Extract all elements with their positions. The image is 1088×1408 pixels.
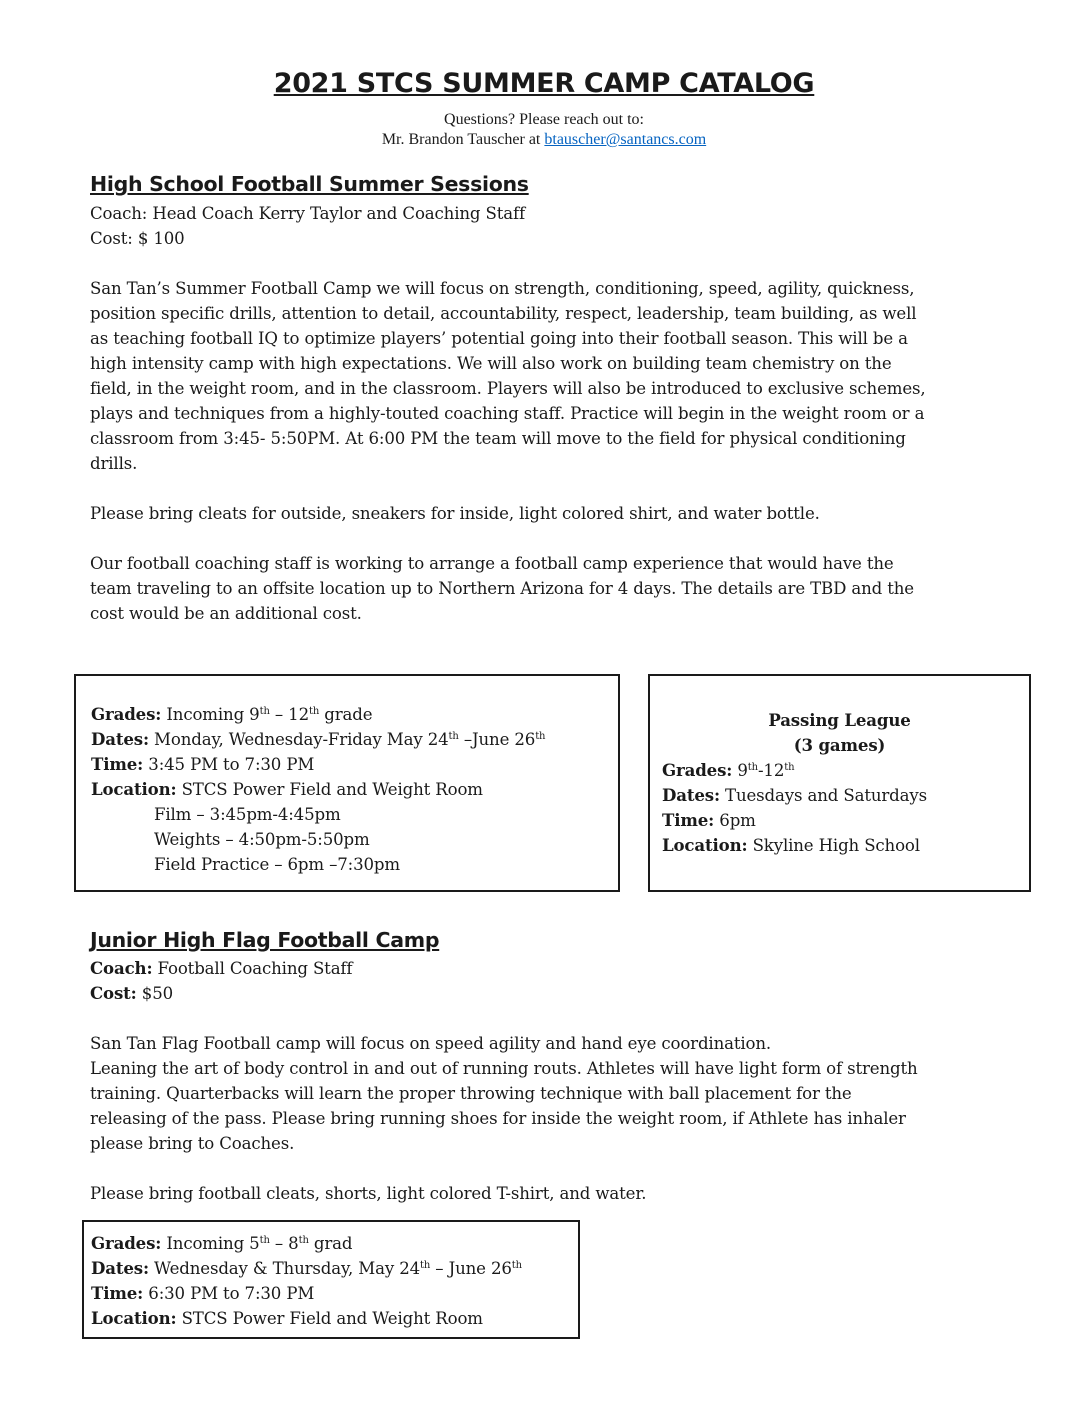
jh-grades-row: Grades: Incoming 5th – 8th grad — [91, 1233, 353, 1253]
jh-desc-line: releasing of the pass. Please bring running shoes for inside the weight room, if Athlete has inhaler — [90, 1109, 906, 1128]
hs-offsite-line: team traveling to an offsite location up to Northern Arizona for 4 days. The details are TBD and the — [90, 579, 914, 598]
contact-name-line — [0, 131, 1088, 149]
passing-dates-row: Dates: Tuesdays and Saturdays — [662, 785, 927, 805]
hs-bring: Please bring cleats for outside, sneakers for inside, light colored shirt, and water bottle. — [90, 504, 820, 523]
hs-desc-line: field, in the weight room, and in the classroom. Players will also be introduced to exclusive schemes, — [90, 379, 926, 398]
jh-time-row: Time: 6:30 PM to 7:30 PM — [91, 1283, 315, 1303]
hs-cost: Cost: $ 100 — [90, 229, 185, 248]
hs-desc-line: San Tan’s Summer Football Camp we will focus on strength, conditioning, speed, agility, quickness, — [90, 279, 915, 298]
hs-offsite-line: Our football coaching staff is working to arrange a football camp experience that would have the — [90, 554, 894, 573]
jh-cost: Cost: $50 — [90, 983, 174, 1003]
jh-bring: Please bring football cleats, shorts, light colored T-shirt, and water. — [90, 1184, 647, 1203]
hs-grades-row: Grades: Incoming 9th – 12th grade — [91, 704, 373, 724]
jh-description — [90, 1031, 1010, 1156]
passing-location-row: Location: Skyline High School — [662, 835, 920, 855]
jh-dates-row: Dates: Wednesday & Thursday, May 24th – June 26th — [91, 1258, 522, 1278]
hs-coach: Coach: Head Coach Kerry Taylor and Coaching Staff — [90, 204, 525, 223]
page-title: 2021 STCS SUMMER CAMP CATALOG — [273, 68, 815, 99]
jh-heading: Junior High Flag Football Camp — [90, 928, 440, 952]
jh-desc-line: Leaning the art of body control in and out of running routs. Athletes will have light form of strength — [90, 1059, 918, 1078]
hs-time-row: Time: 3:45 PM to 7:30 PM — [91, 754, 315, 774]
contact-prefix: Mr. Brandon Tauscher at — [381, 131, 545, 148]
hs-desc-line: classroom from 3:45- 5:50PM. At 6:00 PM the team will move to the field for physical conditioning — [90, 429, 906, 448]
passing-title: Passing League — [768, 710, 911, 730]
hs-schedule-film: Film – 3:45pm-4:45pm — [154, 805, 341, 824]
hs-schedule-field: Field Practice – 6pm –7:30pm — [154, 855, 400, 874]
contact-line: Questions? Please reach out to: — [444, 111, 644, 128]
hs-dates-row: Dates: Monday, Wednesday-Friday May 24th –June 26th — [91, 729, 546, 749]
hs-description — [90, 276, 1010, 476]
hs-location-row: Location: STCS Power Field and Weight Room — [91, 779, 483, 799]
passing-league-box — [648, 674, 1031, 892]
jh-details-box — [82, 1220, 580, 1339]
passing-grades-row: Grades: 9th-12th — [662, 760, 795, 780]
hs-offsite — [90, 551, 1010, 626]
passing-time-row: Time: 6pm — [662, 810, 756, 830]
contact-email-link[interactable]: btauscher@santancs.com — [544, 131, 707, 148]
hs-desc-line: as teaching football IQ to optimize players’ potential going into their football season. This will be a — [90, 329, 908, 348]
hs-desc-line: plays and techniques from a highly-touted coaching staff. Practice will begin in the weight room or a — [90, 404, 925, 423]
hs-details-box — [74, 674, 620, 892]
hs-heading: High School Football Summer Sessions — [90, 172, 529, 196]
hs-desc-line: position specific drills, attention to detail, accountability, respect, leadership, team building, as well — [90, 304, 917, 323]
jh-desc-line: San Tan Flag Football camp will focus on speed agility and hand eye coordination. — [90, 1034, 772, 1053]
hs-schedule-weights: Weights – 4:50pm-5:50pm — [154, 830, 370, 849]
jh-location-row: Location: STCS Power Field and Weight Room — [91, 1308, 483, 1328]
jh-desc-line: please bring to Coaches. — [90, 1134, 295, 1153]
passing-subtitle: (3 games) — [793, 735, 886, 755]
jh-coach: Coach: Football Coaching Staff — [90, 958, 353, 978]
hs-desc-line: drills. — [90, 454, 138, 473]
hs-offsite-line: cost would be an additional cost. — [90, 604, 362, 623]
hs-desc-line: high intensity camp with high expectations. We will also work on building team chemistry on the — [90, 354, 892, 373]
jh-desc-line: training. Quarterbacks will learn the proper throwing technique with ball placement for the — [90, 1084, 852, 1103]
